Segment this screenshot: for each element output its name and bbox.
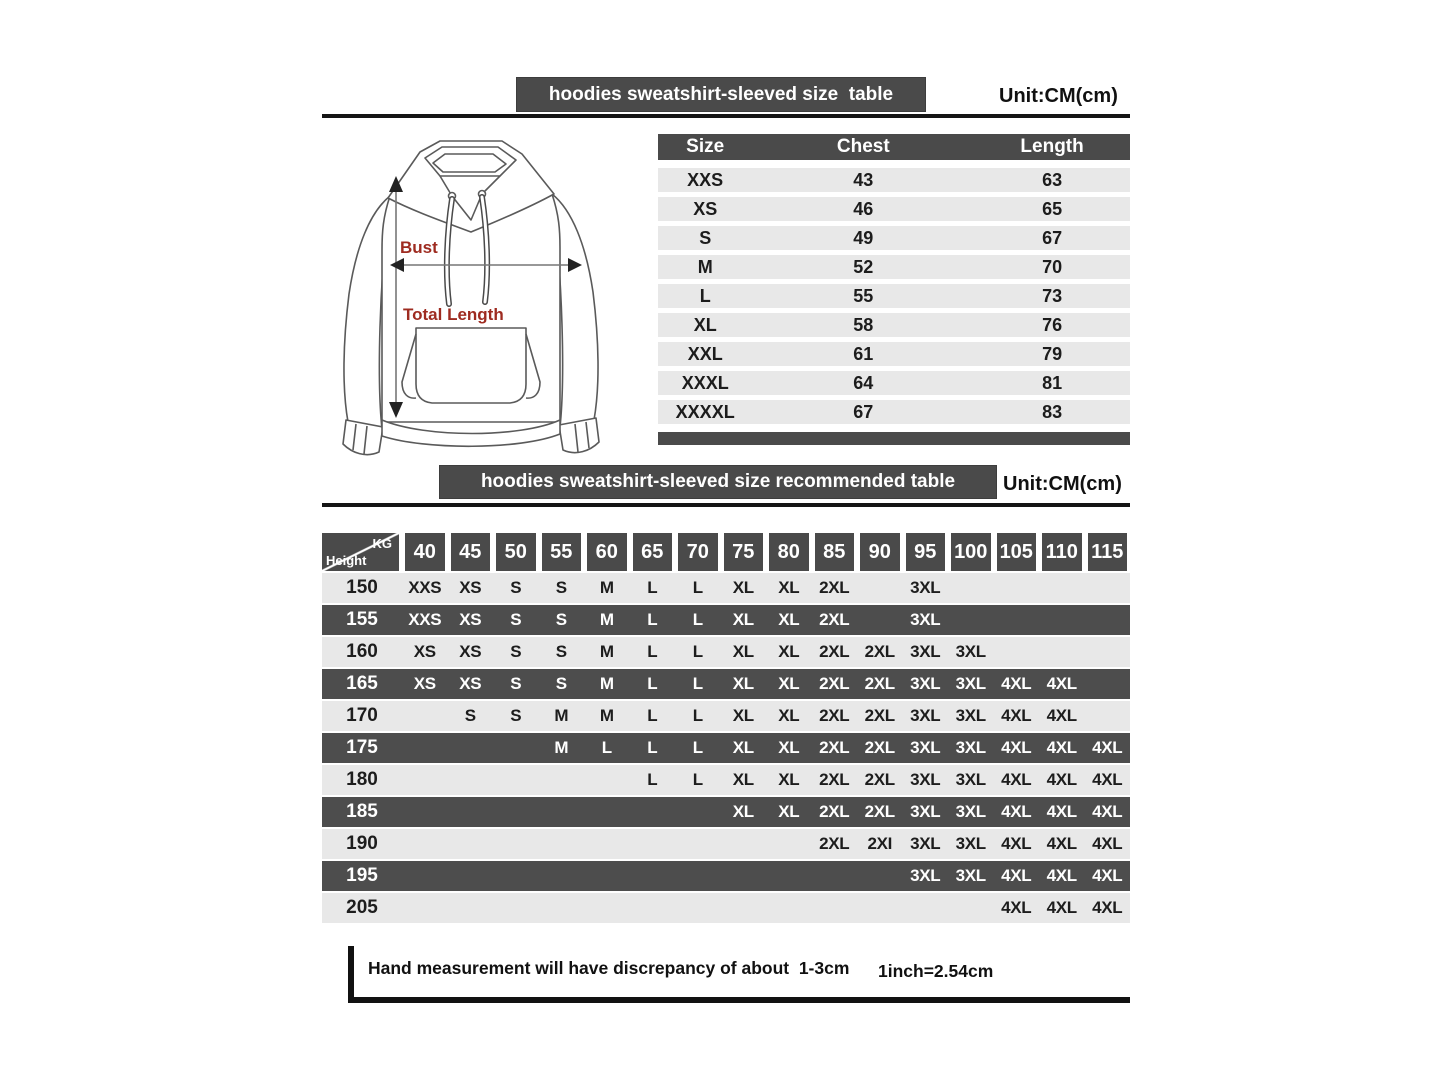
length-cell: 76 (1042, 314, 1063, 335)
size-table-header-row (658, 134, 1130, 160)
weight-header-cell: 65 (633, 533, 673, 571)
length-cell: 65 (1042, 198, 1063, 219)
size-table-row (658, 255, 1130, 279)
size-recommendation-cell: 3XL (955, 834, 986, 853)
chest-cell: 64 (853, 372, 874, 393)
size-recommendation-cell: L (601, 738, 612, 757)
size-table-row (658, 226, 1130, 250)
size-recommendation-cell: S (510, 610, 522, 629)
size-recommendation-cell: 3XL (955, 770, 986, 789)
size-table-row (658, 313, 1130, 337)
size-recommendation-cell: 4XL (1046, 834, 1077, 853)
chest-cell: 46 (853, 198, 874, 219)
size-table-row (658, 197, 1130, 221)
size-table-unit-label: Unit:CM(cm) (999, 85, 1118, 107)
size-recommendation-cell: 4XL (1001, 898, 1032, 917)
size-recommendation-cell: S (510, 578, 522, 597)
size-recommendation-cell: S (510, 706, 522, 725)
size-recommendation-cell: 4XL (1046, 738, 1077, 757)
size-recommendation-cell: XL (778, 578, 800, 597)
size-recommendation-cell: XL (732, 674, 754, 693)
size-recommendation-cell: L (647, 578, 658, 597)
hoodie-outline (343, 141, 599, 455)
matrix-row (322, 829, 1130, 859)
size-cell: M (697, 256, 713, 277)
size-recommendation-cell: M (599, 674, 614, 693)
size-recommendation-cell: 4XL (1001, 770, 1032, 789)
size-recommendation-cell: 2XL (819, 610, 850, 629)
corner-height-label: Height (326, 553, 367, 568)
recommended-size-matrix (322, 533, 1130, 923)
weight-header-cell: 45 (451, 533, 491, 571)
size-recommendation-cell: 4XL (1001, 866, 1032, 885)
size-recommendation-cell: L (647, 770, 658, 789)
hoodie-measurement-diagram (330, 132, 612, 462)
height-label-cell: 205 (346, 897, 378, 918)
recommended-table-unit-label: Unit:CM(cm) (1003, 473, 1122, 495)
length-cell: 67 (1042, 227, 1063, 248)
measurement-discrepancy-note: Hand measurement will have discrepancy of about 1-3cm (368, 958, 850, 978)
chest-cell: 67 (853, 401, 874, 422)
weight-header-cell: 85 (815, 533, 855, 571)
size-recommendation-cell: L (692, 578, 703, 597)
size-recommendation-cell: 4XL (1001, 674, 1032, 693)
chest-cell: 43 (853, 169, 874, 190)
size-cell: XXXXL (675, 401, 735, 422)
weight-header-cell: 80 (769, 533, 809, 571)
size-recommendation-cell: 3XL (910, 770, 941, 789)
weight-header-cell: 60 (587, 533, 627, 571)
size-recommendation-cell: L (647, 738, 658, 757)
size-recommendation-cell: L (692, 738, 703, 757)
size-table-header-length: Length (1020, 136, 1084, 157)
size-recommendation-cell: L (692, 674, 703, 693)
size-table-title: hoodies sweatshirt-sleeved size table (548, 83, 894, 105)
size-table-body (658, 168, 1130, 424)
chest-cell: 49 (853, 227, 874, 248)
weight-header-cell: 50 (496, 533, 536, 571)
inch-conversion-note: 1inch=2.54cm (878, 961, 994, 981)
weight-header-cell: 75 (724, 533, 764, 571)
size-recommendation-cell: 4XL (1046, 802, 1077, 821)
size-recommendation-cell: 4XL (1092, 770, 1123, 789)
size-recommendation-cell: M (599, 642, 614, 661)
size-recommendation-cell: 4XL (1001, 706, 1032, 725)
matrix-row (322, 893, 1130, 923)
size-recommendation-cell: 3XL (910, 706, 941, 725)
weight-header-cell: 55 (542, 533, 582, 571)
height-label-cell: 180 (346, 769, 378, 790)
size-table-row (658, 371, 1130, 395)
size-recommendation-cell: 4XL (1001, 802, 1032, 821)
height-label-cell: 195 (346, 865, 378, 886)
matrix-row (322, 765, 1130, 795)
size-cell: XXL (687, 343, 723, 364)
divider-line-middle (322, 503, 1130, 507)
matrix-row (322, 701, 1130, 731)
weight-header-cell: 70 (678, 533, 718, 571)
size-recommendation-cell: 4XL (1001, 738, 1032, 757)
size-recommendation-cell: 2XL (819, 578, 850, 597)
weight-header-cell: 100 (951, 533, 991, 571)
size-table-row (658, 342, 1130, 366)
size-recommendation-cell: 4XL (1046, 674, 1077, 693)
length-cell: 73 (1042, 285, 1063, 306)
size-recommendation-cell: 2XL (864, 706, 895, 725)
size-recommendation-cell: 2XL (819, 674, 850, 693)
weight-header-cell: 90 (860, 533, 900, 571)
length-cell: 70 (1042, 256, 1063, 277)
size-recommendation-cell: 3XL (910, 802, 941, 821)
size-recommendation-cell: XS (459, 610, 482, 629)
size-recommendation-cell: 4XL (1092, 866, 1123, 885)
size-recommendation-cell: XL (732, 578, 754, 597)
size-recommendation-cell: S (555, 642, 567, 661)
size-recommendation-cell: 3XL (955, 706, 986, 725)
size-cell: L (699, 285, 711, 306)
total-length-label: Total Length (403, 305, 504, 324)
size-recommendation-cell: 2XL (819, 642, 850, 661)
size-recommendation-cell: M (554, 738, 569, 757)
weight-header-cell: 40 (405, 533, 445, 571)
matrix-row (322, 605, 1130, 635)
size-recommendation-cell: 3XL (910, 674, 941, 693)
size-recommendation-cell: XXS (408, 578, 442, 597)
matrix-row (322, 733, 1130, 763)
size-recommendation-cell: 2XL (819, 770, 850, 789)
size-recommendation-cell: L (692, 642, 703, 661)
weight-header-cell: 95 (906, 533, 946, 571)
size-recommendation-cell: XL (732, 706, 754, 725)
size-recommendation-cell: 2XL (819, 834, 850, 853)
size-recommendation-cell: 3XL (910, 866, 941, 885)
height-label-cell: 190 (346, 833, 378, 854)
size-recommendation-cell: L (647, 706, 658, 725)
length-cell: 83 (1042, 401, 1063, 422)
size-recommendation-cell: L (647, 674, 658, 693)
size-recommendation-cell: 4XL (1092, 898, 1123, 917)
size-recommendation-cell: 2XL (819, 738, 850, 757)
height-label-cell: 185 (346, 801, 378, 822)
size-recommendation-cell: 2XL (819, 706, 850, 725)
size-recommendation-cell: 4XL (1092, 738, 1123, 757)
size-recommendation-cell: L (647, 610, 658, 629)
size-recommendation-cell: 2XL (864, 674, 895, 693)
size-recommendation-cell: XL (732, 642, 754, 661)
matrix-row (322, 637, 1130, 667)
size-recommendation-cell: XL (778, 802, 800, 821)
weight-header-cell: 115 (1088, 533, 1128, 571)
size-recommendation-cell: XL (778, 738, 800, 757)
size-recommendation-cell: 4XL (1001, 834, 1032, 853)
size-recommendation-cell: 4XL (1046, 866, 1077, 885)
size-recommendation-cell: 3XL (910, 610, 941, 629)
weight-header-cell: 110 (1042, 533, 1082, 571)
size-recommendation-cell: M (554, 706, 569, 725)
matrix-body (322, 573, 1130, 923)
size-recommendation-cell: 4XL (1046, 898, 1077, 917)
matrix-header-row (322, 533, 1130, 571)
size-recommendation-cell: 3XL (955, 738, 986, 757)
height-label-cell: 155 (346, 609, 378, 630)
footer-bottom-line (348, 997, 1130, 1003)
size-recommendation-cell: 2XL (819, 802, 850, 821)
size-recommendation-cell: XS (459, 578, 482, 597)
size-recommendation-cell: 3XL (910, 834, 941, 853)
size-recommendation-cell: 2XL (864, 738, 895, 757)
size-recommendation-cell: XL (732, 802, 754, 821)
chest-cell: 58 (853, 314, 874, 335)
size-recommendation-cell: 4XL (1092, 834, 1123, 853)
size-recommendation-cell: S (555, 578, 567, 597)
size-recommendation-cell: 3XL (955, 642, 986, 661)
size-recommendation-cell: XS (459, 642, 482, 661)
size-recommendation-cell: XL (778, 770, 800, 789)
size-recommendation-cell: S (510, 674, 522, 693)
corner-kg-label: KG (372, 536, 392, 551)
size-cell: S (699, 227, 712, 248)
size-recommendation-cell: XXS (408, 610, 442, 629)
size-cell: XL (693, 314, 717, 335)
size-recommendation-cell: 2XL (864, 770, 895, 789)
size-recommendation-cell: 3XL (955, 866, 986, 885)
size-recommendation-cell: XS (413, 642, 436, 661)
size-recommendation-cell: XL (732, 610, 754, 629)
height-label-cell: 165 (346, 673, 378, 694)
divider-line-top (322, 114, 1130, 118)
size-recommendation-cell: L (692, 706, 703, 725)
size-recommendation-cell: XL (778, 610, 800, 629)
size-table-row (658, 284, 1130, 308)
size-recommendation-cell: 2XI (867, 834, 893, 853)
size-table-title-bar (517, 78, 925, 111)
matrix-row (322, 797, 1130, 827)
size-recommendation-cell: 4XL (1046, 706, 1077, 725)
size-recommendation-cell: 3XL (955, 802, 986, 821)
recommended-table-title-bar (440, 466, 996, 498)
size-recommendation-cell: S (510, 642, 522, 661)
size-recommendation-cell: 3XL (910, 578, 941, 597)
size-recommendation-cell: 4XL (1092, 802, 1123, 821)
size-cell: XXS (687, 169, 724, 190)
length-cell: 81 (1042, 372, 1063, 393)
length-cell: 63 (1042, 169, 1063, 190)
size-recommendation-cell: 2XL (864, 802, 895, 821)
size-table-row (658, 400, 1130, 424)
size-table (658, 134, 1130, 445)
size-recommendation-cell: XL (732, 770, 754, 789)
size-recommendation-cell: M (599, 578, 614, 597)
matrix-corner-cell (322, 533, 399, 571)
height-label-cell: 160 (346, 641, 378, 662)
weight-header-cell: 105 (997, 533, 1037, 571)
height-label-cell: 175 (346, 737, 378, 758)
chest-cell: 61 (853, 343, 874, 364)
size-recommendation-cell: L (692, 770, 703, 789)
chest-cell: 52 (853, 256, 874, 277)
matrix-row (322, 573, 1130, 603)
size-cell: XS (693, 198, 718, 219)
size-recommendation-cell: XL (778, 706, 800, 725)
size-recommendation-cell: L (647, 642, 658, 661)
size-recommendation-cell: S (555, 610, 567, 629)
size-recommendation-cell: 3XL (910, 642, 941, 661)
size-recommendation-cell: XL (732, 738, 754, 757)
size-recommendation-cell: 3XL (910, 738, 941, 757)
size-recommendation-cell: XS (413, 674, 436, 693)
footer-left-bar (348, 946, 354, 1003)
size-recommendation-cell: S (555, 674, 567, 693)
size-recommendation-cell: 4XL (1046, 770, 1077, 789)
matrix-row (322, 669, 1130, 699)
size-recommendation-cell: 3XL (955, 674, 986, 693)
recommended-table-title: hoodies sweatshirt-sleeved size recommended table (480, 471, 956, 492)
size-table-row (658, 168, 1130, 192)
size-recommendation-cell: 2XL (864, 642, 895, 661)
size-table-header-chest: Chest (836, 136, 890, 157)
size-cell: XXXL (681, 372, 729, 393)
size-recommendation-cell: M (599, 706, 614, 725)
size-recommendation-cell: L (692, 610, 703, 629)
size-table-footer-bar (658, 432, 1130, 445)
size-recommendation-cell: S (464, 706, 476, 725)
bust-label: Bust (400, 238, 438, 257)
size-recommendation-cell: XS (459, 674, 482, 693)
size-table-header-size: Size (686, 136, 725, 157)
matrix-row (322, 861, 1130, 891)
length-cell: 79 (1042, 343, 1063, 364)
size-recommendation-cell: M (599, 610, 614, 629)
size-recommendation-cell: XL (778, 642, 800, 661)
height-label-cell: 150 (346, 577, 378, 598)
size-recommendation-cell: XL (778, 674, 800, 693)
chest-cell: 55 (853, 285, 874, 306)
height-label-cell: 170 (346, 705, 378, 726)
